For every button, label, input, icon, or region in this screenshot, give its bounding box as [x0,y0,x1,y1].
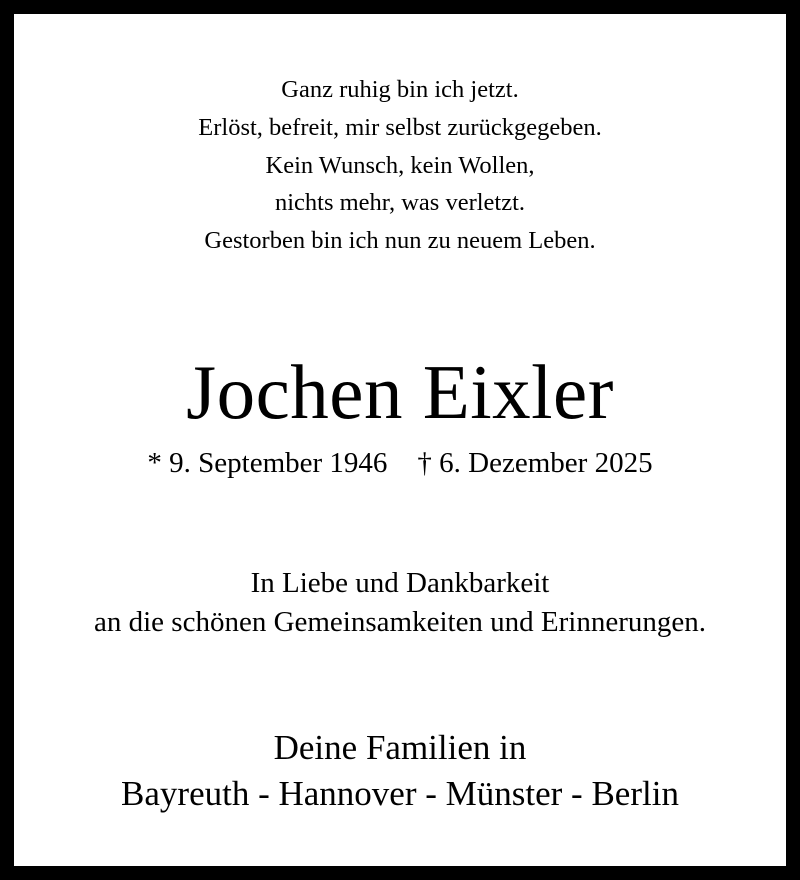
life-dates [0,445,800,481]
poem-line: Kein Wunsch, kein Wollen, [265,151,535,179]
birth-date: * 9. September 1946 [147,447,388,479]
poem [0,71,800,260]
deceased-name: Jochen Eixler [186,349,614,435]
poem-line: nichts mehr, was verletzt. [274,189,526,217]
dedication-line: In Liebe und Dankbarkeit [250,567,550,599]
poem-line: Erlöst, befreit, mir selbst zurückgegeben. [198,113,602,141]
signature-line: Bayreuth - Hannover - Münster - Berlin [121,774,679,813]
dedication [0,564,800,642]
death-date: † 6. Dezember 2025 [417,447,653,479]
poem-line: Gestorben bin ich nun zu neuem Leben. [204,227,596,255]
poem-line: Ganz ruhig bin ich jetzt. [281,76,519,103]
family-signature [0,725,800,817]
dedication-line: an die schönen Gemeinsamkeiten und Erinnerungen. [93,606,707,638]
signature-line: Deine Familien in [273,728,527,767]
